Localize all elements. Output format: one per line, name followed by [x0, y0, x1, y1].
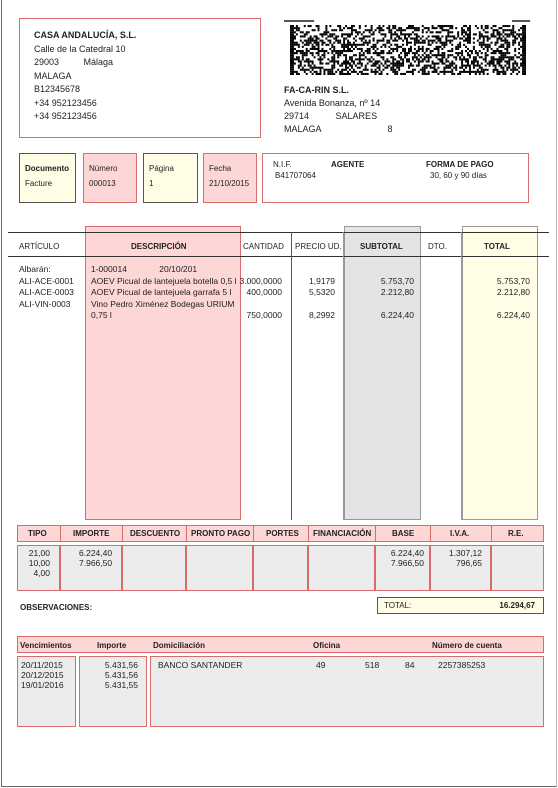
client-province-line: [284, 123, 393, 136]
col-discount: DTO.: [428, 242, 447, 251]
tax-cell-descuento: [122, 545, 186, 591]
client-name: FA-CA-RIN S.L.: [284, 85, 349, 95]
total-value: 16.294,67: [499, 601, 535, 610]
table-row-article: ALI-ACE-0001: [19, 275, 74, 286]
total-column-shade: [462, 226, 538, 520]
number-box: [83, 153, 137, 203]
due-bank: BANCO SANTANDER: [158, 660, 243, 670]
col-quantity: CANTIDAD: [243, 242, 284, 251]
col-article: ARTÍCULO: [19, 242, 60, 251]
tax-col-importe: IMPORTE: [73, 529, 110, 538]
tax-divider: [122, 525, 123, 542]
client-postcode-city: [284, 110, 393, 123]
tax-col-base: BASE: [392, 529, 415, 538]
table-row-total: 6.224,40: [496, 310, 530, 320]
nif-agent-payment-box: [262, 153, 529, 203]
tax-divider: [60, 525, 61, 542]
total-column: [466, 276, 530, 322]
total-box: [377, 597, 544, 614]
company-name: CASA ANDALUCÍA, S.L.: [34, 30, 137, 40]
due-col-domicile: Domiciliación: [153, 641, 206, 650]
tax-cell-portes: [253, 545, 308, 591]
tax-importe-value: 7.966,50: [79, 558, 113, 568]
tax-cell-pronto-pago: [186, 545, 253, 591]
due-amount: 5.431,56: [104, 670, 138, 680]
observations-label: OBSERVACIONES:: [20, 603, 93, 612]
due-amounts: [94, 660, 138, 690]
client-street: Avenida Bonanza, nº 14: [284, 98, 381, 108]
table-top-line: [8, 232, 549, 233]
tax-iva-values: [438, 548, 482, 568]
tax-col-descuento: DESCUENTO: [130, 529, 181, 538]
due-office-part: 49: [316, 660, 326, 670]
divider-price: [343, 232, 344, 520]
company-phone-1: +34 952123456: [34, 97, 97, 108]
col-description: DESCRIPCIÓN: [131, 242, 187, 251]
tax-tipo-value: 21,00: [28, 548, 50, 558]
due-office-part: 518: [365, 660, 380, 670]
tax-col-iva: I.V.A.: [450, 529, 470, 538]
tax-divider: [253, 525, 254, 542]
client-postcode: 29714: [284, 111, 310, 121]
due-amount: 5.431,55: [104, 680, 138, 690]
table-header-line: [8, 256, 549, 257]
table-row-article: ALI-VIN-0003: [19, 298, 71, 309]
due-office-part: 84: [405, 660, 415, 670]
col-unit-price: PRECIO UD.: [295, 242, 342, 251]
tax-divider: [491, 525, 492, 542]
barcode-image: [284, 20, 532, 76]
due-dates: [21, 660, 64, 690]
due-col-amount: Importe: [97, 641, 127, 650]
company-postcode: 29003: [34, 57, 60, 67]
page-value: 1: [149, 179, 154, 188]
agent-label: AGENTE: [331, 160, 365, 169]
due-amount: 5.431,56: [104, 660, 138, 670]
company-city: Málaga: [83, 57, 114, 67]
company-street: Calle de la Catedral 10: [34, 43, 126, 54]
subtotal-column: [350, 276, 414, 322]
due-col-office: Oficina: [313, 641, 341, 650]
client-city: SALARES: [335, 111, 378, 121]
due-col-account: Número de cuenta: [432, 641, 502, 650]
table-row-description-cont: 0,75 l: [91, 310, 112, 320]
table-row-quantity: 3.000,0000: [239, 275, 282, 286]
table-row-subtotal: 6.224,40: [380, 310, 414, 320]
payment-value: 30, 60 y 90 días: [430, 171, 487, 180]
table-row-price: 5,5320: [309, 287, 335, 297]
due-date: 20/11/2015: [21, 660, 63, 670]
description-column: [91, 264, 241, 322]
total-label: TOTAL:: [384, 601, 412, 610]
table-row-description: Vino Pedro Ximénez Bodegas URIUM: [91, 298, 235, 309]
company-postcode-city: [34, 56, 260, 70]
client-province: MALAGA: [284, 124, 322, 134]
tax-col-re: R.E.: [508, 529, 524, 538]
page-label: Página: [149, 164, 174, 173]
tax-base-value: 7.966,50: [390, 558, 424, 568]
document-box: [19, 153, 76, 203]
quantity-column: [236, 276, 282, 322]
document-value: Facture: [25, 179, 53, 188]
table-row-quantity: 400,0000: [246, 287, 282, 297]
date-label: Fecha: [209, 164, 232, 173]
client-address: [284, 84, 393, 136]
tax-col-financiacion: FINANCIACIÓN: [313, 529, 372, 538]
table-row-article: ALI-ACE-0003: [19, 287, 74, 297]
tax-cell-re: [491, 545, 544, 591]
table-row-quantity: 750,0000: [246, 310, 282, 320]
due-account: 2257385253: [438, 660, 486, 670]
table-row-subtotal: 2.212,80: [380, 287, 414, 297]
tax-tipo-value: 4,00: [33, 568, 50, 578]
client-number: 8: [387, 124, 393, 134]
divider-total: [461, 232, 462, 520]
payment-label: FORMA DE PAGO: [426, 160, 494, 169]
nif-value: B41707064: [275, 171, 316, 180]
tax-col-tipo: TIPO: [28, 529, 47, 538]
tax-importe-value: 6.224,40: [79, 548, 113, 558]
tax-cell-financiacion: [308, 545, 375, 591]
tax-tipo-values: [20, 548, 50, 578]
tax-base-values: [378, 548, 424, 568]
company-address-box: [19, 18, 261, 138]
table-row-total: 2.212,80: [496, 287, 530, 297]
tax-divider: [430, 525, 431, 542]
albaran-date: 20/10/201: [159, 264, 198, 274]
table-row-subtotal: 5.753,70: [380, 275, 414, 286]
date-box: [203, 153, 257, 203]
due-date: 20/12/2015: [21, 670, 64, 680]
company-phone-2: +34 952123456: [34, 111, 97, 121]
albaran-number: 1-000014: [91, 264, 127, 274]
table-row-price: 8,2992: [309, 310, 335, 320]
number-label: Número: [89, 164, 118, 173]
document-label: Documento: [25, 164, 69, 173]
company-province: MALAGA: [34, 70, 72, 81]
tax-iva-value: 1.307,12: [448, 548, 482, 558]
due-col-date: Vencimientos: [20, 641, 72, 650]
price-column: [295, 276, 335, 322]
tax-base-value: 6.224,40: [390, 548, 424, 558]
table-row-description: AOEV Picual de lantejuela garrafa 5 l: [91, 287, 232, 297]
table-row-price: 1,9179: [309, 275, 335, 286]
page-box: [143, 153, 198, 203]
tax-col-pronto-pago: PRONTO PAGO: [191, 529, 251, 538]
divider-quantity: [291, 232, 292, 520]
tax-divider: [308, 525, 309, 542]
tax-col-portes: PORTES: [266, 529, 299, 538]
tax-importe-values: [79, 548, 112, 568]
col-subtotal: SUBTOTAL: [360, 242, 403, 251]
company-tax-id: B12345678: [34, 84, 81, 94]
col-total: TOTAL: [484, 242, 510, 251]
tax-iva-value: 796,65: [456, 558, 482, 568]
article-column: [19, 264, 74, 310]
table-row-total: 5.753,70: [496, 275, 530, 286]
tax-tipo-value: 10,00: [28, 558, 50, 568]
albaran-label: Albarán:: [19, 264, 51, 274]
number-value: 000013: [89, 179, 116, 188]
table-row-description: AOEV Picual de lantejuela botella 0,5 l: [91, 275, 237, 286]
tax-divider: [375, 525, 376, 542]
tax-divider: [186, 525, 187, 542]
albaran-line: [91, 264, 241, 276]
due-date: 19/01/2016: [21, 680, 64, 690]
subtotal-column-shade: [344, 226, 421, 520]
nif-label: N.I.F.: [273, 160, 292, 169]
date-value: 21/10/2015: [209, 179, 250, 188]
